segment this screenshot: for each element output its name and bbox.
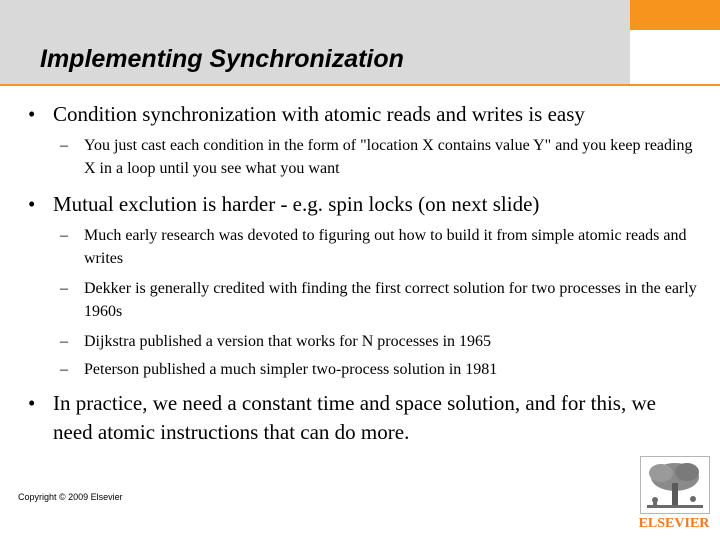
copyright-notice: Copyright © 2009 Elsevier xyxy=(18,492,123,502)
slide-title: Implementing Synchronization xyxy=(40,45,404,73)
sub-bullet-text: Dekker is generally credited with finding the first correct solution for two processes in the early 1960s xyxy=(84,280,697,320)
sub-bullet-text: You just cast each condition in the form of "location X contains value Y" and you keep reading X in a loop until you see what you want xyxy=(84,137,693,177)
sub-bullet-2-4 xyxy=(60,358,700,381)
sub-bullet-marker: – xyxy=(60,280,68,297)
sub-bullet-1-1 xyxy=(60,134,700,180)
logo-wordmark: ELSEVIER xyxy=(638,516,710,531)
bullet-marker: • xyxy=(28,102,36,126)
elsevier-logo xyxy=(636,456,712,536)
bullet-marker: • xyxy=(28,192,36,216)
sub-bullet-text: Dijkstra published a version that works for N processes in 1965 xyxy=(84,333,492,350)
sub-bullet-text: Peterson published a much simpler two-process solution in 1981 xyxy=(84,361,498,378)
tree-icon xyxy=(640,456,710,514)
sub-bullet-marker: – xyxy=(60,333,68,350)
sub-bullet-text: Much early research was devoted to figuring out how to build it from simple atomic reads and writes xyxy=(84,227,687,267)
sub-bullet-marker: – xyxy=(60,361,68,378)
title-bar xyxy=(0,0,630,84)
bullet-1 xyxy=(28,100,688,129)
bullet-2 xyxy=(28,190,688,219)
sub-bullet-2-1 xyxy=(60,224,700,270)
bullet-text: Condition synchronization with atomic reads and writes is easy xyxy=(53,102,585,126)
bullet-marker: • xyxy=(28,391,36,415)
sub-bullet-marker: – xyxy=(60,137,68,154)
sub-bullet-marker: – xyxy=(60,227,68,244)
sub-bullet-2-2 xyxy=(60,277,700,323)
sub-bullet-2-3 xyxy=(60,330,700,353)
bullet-3 xyxy=(28,389,688,447)
bullet-text: Mutual exclution is harder - e.g. spin locks (on next slide) xyxy=(53,192,540,216)
bullet-text: In practice, we need a constant time and space solution, and for this, we need atomic instructions that can do more. xyxy=(53,391,656,444)
title-divider xyxy=(0,84,720,86)
accent-block xyxy=(630,0,720,30)
